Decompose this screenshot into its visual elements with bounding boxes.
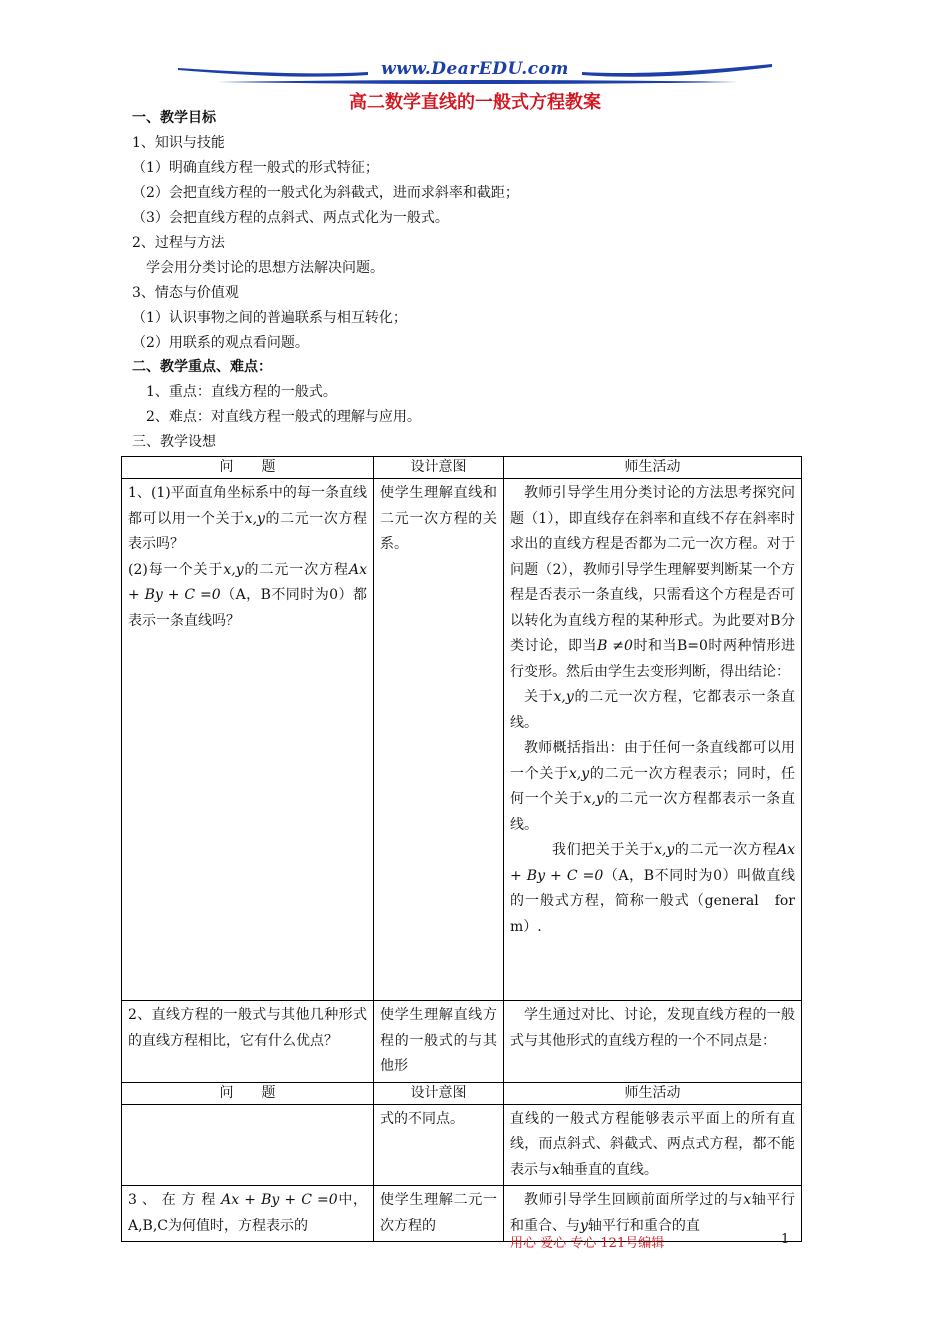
math-x-axis: x xyxy=(743,1192,752,1208)
intent-cell: 式的不同点。 xyxy=(374,1104,504,1186)
question-text: 1、(1)平面直角坐标系中的每一条直线都可以用一个关于 xyxy=(128,485,367,527)
site-header xyxy=(178,58,772,88)
section-1-1b: （2）会把直线方程的一般式化为斜截式，进而求斜率和截距； xyxy=(132,185,519,201)
header-question: 问 题 xyxy=(122,1082,374,1104)
header-activity: 师生活动 xyxy=(504,457,802,479)
table-header-row xyxy=(122,457,802,479)
activity-text: 教师引导学生回顾前面所学过的与 xyxy=(524,1192,744,1208)
site-name: www.DearEDU.com xyxy=(381,59,569,79)
math-xy: x,y xyxy=(568,765,590,782)
question-cell xyxy=(122,1104,374,1186)
math-xy: x,y xyxy=(223,561,244,578)
section-1-3: 3、情态与价值观 xyxy=(132,285,239,301)
math-equation: Ax + By + C =0 xyxy=(221,1192,338,1208)
activity-cell xyxy=(504,1104,802,1186)
activity-cell xyxy=(504,1001,802,1083)
math-y-axis: y xyxy=(580,1217,588,1234)
section-3-title: 三、教学设想 xyxy=(132,434,216,450)
math-xy: x,y xyxy=(583,791,604,807)
activity-text: 的二元一次方程，它都表示一条直线。 xyxy=(510,689,796,731)
question-text: 的二元一次方程表示吗？ xyxy=(128,510,368,552)
section-2-a: 1、重点：直线方程的一般式。 xyxy=(146,384,337,400)
question-cell: 2、直线方程的一般式与其他几种形式的直线方程相比，它有什么优点？ xyxy=(122,1001,374,1083)
header-question: 问 题 xyxy=(122,457,374,479)
page-number: 1 xyxy=(781,1232,790,1247)
section-2-title: 二、教学重点、难点： xyxy=(132,359,272,375)
intent-cell: 使学生理解直线和二元一次方程的关系。 xyxy=(374,479,504,1001)
question-text: 中，A,B,C为何值时，方程表示的 xyxy=(128,1192,368,1234)
activity-text: 的二元一次方程表示；同时，任何一个关于 xyxy=(510,765,796,807)
header-activity: 师生活动 xyxy=(504,1082,802,1104)
question-cell xyxy=(122,479,374,1001)
section-1-1: 1、知识与技能 xyxy=(132,135,225,151)
math-xy: x,y xyxy=(553,689,574,705)
table-row xyxy=(122,479,802,1001)
intent-cell: 使学生理解二元一次方程的 xyxy=(374,1186,504,1242)
activity-cell xyxy=(504,479,802,1001)
section-1-1a: （1）明确直线方程一般式的形式特征； xyxy=(132,160,379,176)
activity-text: 教师概括指出：由于任何一条直线都可以用一个关于 xyxy=(510,740,795,782)
math-b-neq-zero: B ≠0 xyxy=(597,638,633,654)
activity-text: 学生通过对比、讨论，发现直线方程的一般式与其他形式的直线方程的一个不同点是： xyxy=(510,1007,795,1049)
math-equation: Ax + By + C =0 xyxy=(128,561,367,603)
footer-text: 用心 爱心 专心 121号编辑 xyxy=(510,1236,665,1251)
table-row xyxy=(122,1104,802,1186)
activity-text: 轴平行和重合的直 xyxy=(587,1217,700,1234)
question-text: (2)每一个关于 xyxy=(128,561,224,578)
table-header-row xyxy=(122,1082,802,1104)
activity-text: 时和当B=0时两种情形进行变形。然后由学生去变形判断，得出结论： xyxy=(510,638,795,680)
activity-text: 关于 xyxy=(524,689,554,705)
question-text: 的二元一次方程 xyxy=(243,561,349,578)
section-1-2a: 学会用分类讨论的思想方法解决问题。 xyxy=(146,260,384,276)
activity-text: 教师引导学生用分类讨论的方法思考探究问题（1），即直线存在斜率和直线不存在斜率时求出的直线方程是否都为二元一次方程。对于问题（2），教师引导学生理解要判断某一个方程是否表示一条直线，只需看这个方程是否可以转化为直线方程的某种形式。为此要对B分类讨论，即当 xyxy=(510,485,795,654)
activity-text: 轴平行和重合、与 xyxy=(510,1192,796,1234)
activity-text: 我们把关于关于 xyxy=(552,842,655,858)
section-2-b: 2、难点：对直线方程一般式的理解与应用。 xyxy=(146,409,421,425)
header-intent: 设计意图 xyxy=(374,1082,504,1104)
question-text: （A，B不同时为0）都表示一条直线吗？ xyxy=(128,587,368,629)
teaching-plan-table xyxy=(121,456,802,1242)
question-cell xyxy=(122,1186,374,1242)
math-equation: Ax + By + C =0 xyxy=(510,842,796,884)
activity-text: 的二元一次方程 xyxy=(674,842,777,858)
math-xy: x,y xyxy=(244,510,265,527)
activity-text: （A，B不同时为0）叫做直线的一般式方程，简称一般式（general form）. xyxy=(510,867,795,935)
math-xy: x,y xyxy=(654,842,675,858)
activity-text: 轴垂直的直线。 xyxy=(559,1161,658,1178)
intent-cell: 使学生理解直线方程的一般式的与其他形 xyxy=(374,1001,504,1083)
activity-text: 直线的一般式方程能够表示平面上的所有直线，而点斜式、斜截式、两点式方程，都不能表示与 xyxy=(510,1110,795,1178)
section-1-3b: （2）用联系的观点看问题。 xyxy=(132,335,309,351)
table-row xyxy=(122,1001,802,1083)
section-1-3a: （1）认识事物之间的普遍联系与相互转化； xyxy=(132,310,407,326)
section-1-title: 一、教学目标 xyxy=(132,110,216,126)
question-text: 3 、 在 方 程 xyxy=(128,1192,216,1208)
header-intent: 设计意图 xyxy=(374,457,504,479)
activity-text: 的二元一次方程都表示一条直线。 xyxy=(510,791,796,833)
section-1-1c: （3）会把直线方程的点斜式、两点式化为一般式。 xyxy=(132,210,449,226)
document-title: 高二数学直线的一般式方程教案 xyxy=(349,92,601,113)
math-x-axis: x xyxy=(552,1161,560,1178)
section-1-2: 2、过程与方法 xyxy=(132,235,225,251)
table-row xyxy=(122,1186,802,1242)
